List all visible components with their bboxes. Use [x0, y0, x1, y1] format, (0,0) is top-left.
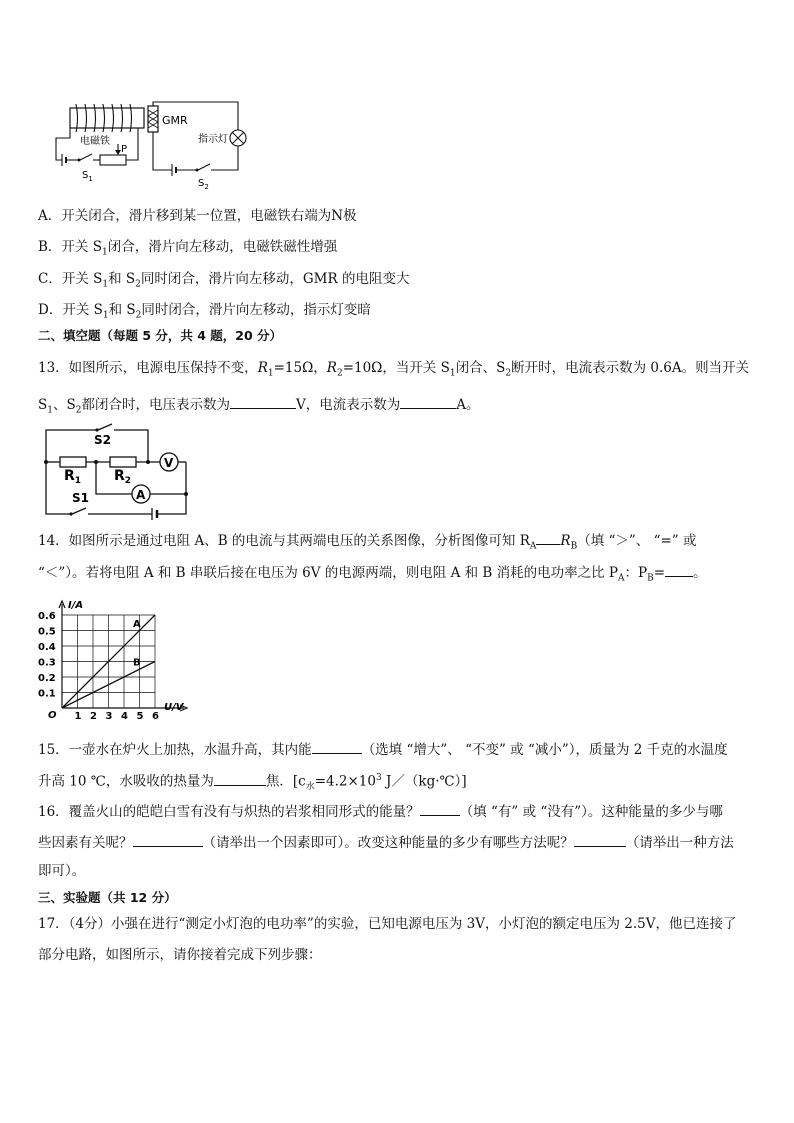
- iu-graph: [32, 598, 192, 724]
- option-c: C．开关 $S_1$和 $S_2$同时闭合，滑片向左移动，GMR 的电阻变大: [38, 271, 410, 290]
- x-tick-label: 2: [90, 711, 97, 722]
- answer-blank-compare[interactable]: [536, 531, 560, 545]
- answer-blank-power-ratio[interactable]: [665, 563, 693, 577]
- question-15-line-1: 15．一壶水在炉火上加热，水温升高，其内能 （选填 “增大”、 “不变” 或 “减小”），质量为 2 千克的水温度: [38, 742, 728, 758]
- x-tick-label: 1: [74, 711, 82, 722]
- question-14-line-1: 14．如图所示是通过电阻 A、B 的电流与其两端电压的关系图像，分析图像可知 $R_A$ $R_B$（填 “＞”、 “=” 或: [38, 533, 697, 552]
- y-axis-label: I/A: [68, 600, 84, 611]
- x-tick-label: 4: [121, 711, 128, 722]
- answer-blank-method[interactable]: [574, 833, 626, 847]
- question-16-line-2: 些因素有关呢？ （请举出一个因素即可）。改变这种能量的多少有哪些方法呢？ （请举出一种方法: [38, 835, 734, 851]
- option-b: B．开关 $S_1$闭合，滑片向左移动，电磁铁磁性增强: [38, 239, 338, 258]
- option-a: A．开关闭合，滑片移到某一位置，电磁铁右端为N极: [38, 208, 357, 224]
- x-axis-label: U/V: [164, 702, 184, 713]
- switch-s2-label: $S_2$: [198, 178, 209, 191]
- y-tick-label: 0.2: [38, 673, 56, 684]
- x-tick-label: 6: [152, 711, 159, 722]
- resistor-r2-label: $R_2$: [114, 468, 132, 486]
- y-tick-label: 0.3: [38, 657, 56, 669]
- series-label-a: A: [133, 619, 141, 630]
- question-17-line-2: 部分电路，如图所示，请你接着完成下列步骤：: [38, 947, 322, 963]
- x-tick-label: 5: [136, 711, 144, 722]
- voltmeter-label: V: [164, 456, 174, 470]
- question-16-line-3: 即可）。: [38, 863, 86, 879]
- section-2-heading: 二、填空题（每题 5 分，共 4 题，20 分）: [38, 328, 283, 343]
- answer-blank-heat[interactable]: [214, 772, 266, 786]
- switch-s1-label: $S_1$: [82, 170, 93, 183]
- question-14-line-2: “＜”）。若将电阻 A 和 B 串联后接在电压为 6V 的电源两端，则电阻 A 和 B 消耗的电功率之比 $P_A$：$P_B=$ 。: [38, 565, 707, 584]
- answer-blank-factor[interactable]: [133, 833, 203, 847]
- indicator-lamp-label: 指示灯: [198, 134, 228, 145]
- answer-blank-internal-energy[interactable]: [312, 740, 362, 754]
- series-label-b: B: [133, 657, 141, 669]
- gmr-label: GMR: [162, 114, 188, 127]
- section-3-heading: 三、实验题（共 12 分）: [38, 890, 177, 905]
- question-13-line-1: 13．如图所示，电源电压保持不变，$R_1=15\Omega$，$R_2=10\Omega$，当开关 $S_1$闭合、$S_2$断开时，电流表示数为 0.6A。则当开关: [38, 360, 750, 379]
- y-tick-label: 0.5: [38, 626, 56, 638]
- y-tick-label: 0.6: [38, 611, 56, 622]
- switch-s1-label: S1: [72, 491, 89, 505]
- resistor-r1-label: $R_1$: [64, 468, 82, 486]
- slider-p-label: P: [121, 144, 128, 155]
- origin-label: O: [48, 710, 57, 721]
- x-tick-label: 3: [105, 711, 113, 722]
- answer-blank-voltage[interactable]: [230, 395, 296, 409]
- y-tick-label: 0.4: [38, 642, 56, 653]
- switch-s2-label: S2: [94, 433, 111, 447]
- electromagnet-label: 电磁铁: [80, 136, 110, 147]
- question-13-line-2: $S_1$、$S_2$都闭合时，电压表示数为 V，电流表示数为 A。: [38, 397, 480, 416]
- question-16-line-1: 16．覆盖火山的皑皑白雪有没有与炽热的岩浆相同形式的能量？ （填 “有” 或 “没有”）。这种能量的多少与哪: [38, 804, 723, 820]
- resistor-circuit-figure: [40, 422, 200, 522]
- y-tick-label: 0.1: [38, 688, 56, 700]
- question-15-line-2: 升高 10 ℃，水吸收的热量为 焦．[$c_水=4.2\times 10^3$ J／（kg·℃）]: [38, 773, 467, 793]
- answer-blank-current[interactable]: [400, 395, 456, 409]
- electromagnet-gmr-circuit-figure: [48, 100, 258, 192]
- ammeter-label: A: [136, 488, 146, 502]
- answer-blank-has-energy[interactable]: [420, 802, 460, 816]
- option-d: D．开关 $S_1$和 $S_2$同时闭合，滑片向左移动，指示灯变暗: [38, 302, 371, 321]
- question-17-line-1: 17．（4分）小强在进行“测定小灯泡的电功率”的实验，已知电源电压为 3V，小灯泡的额定电压为 2.5V，他已连接了: [38, 916, 737, 932]
